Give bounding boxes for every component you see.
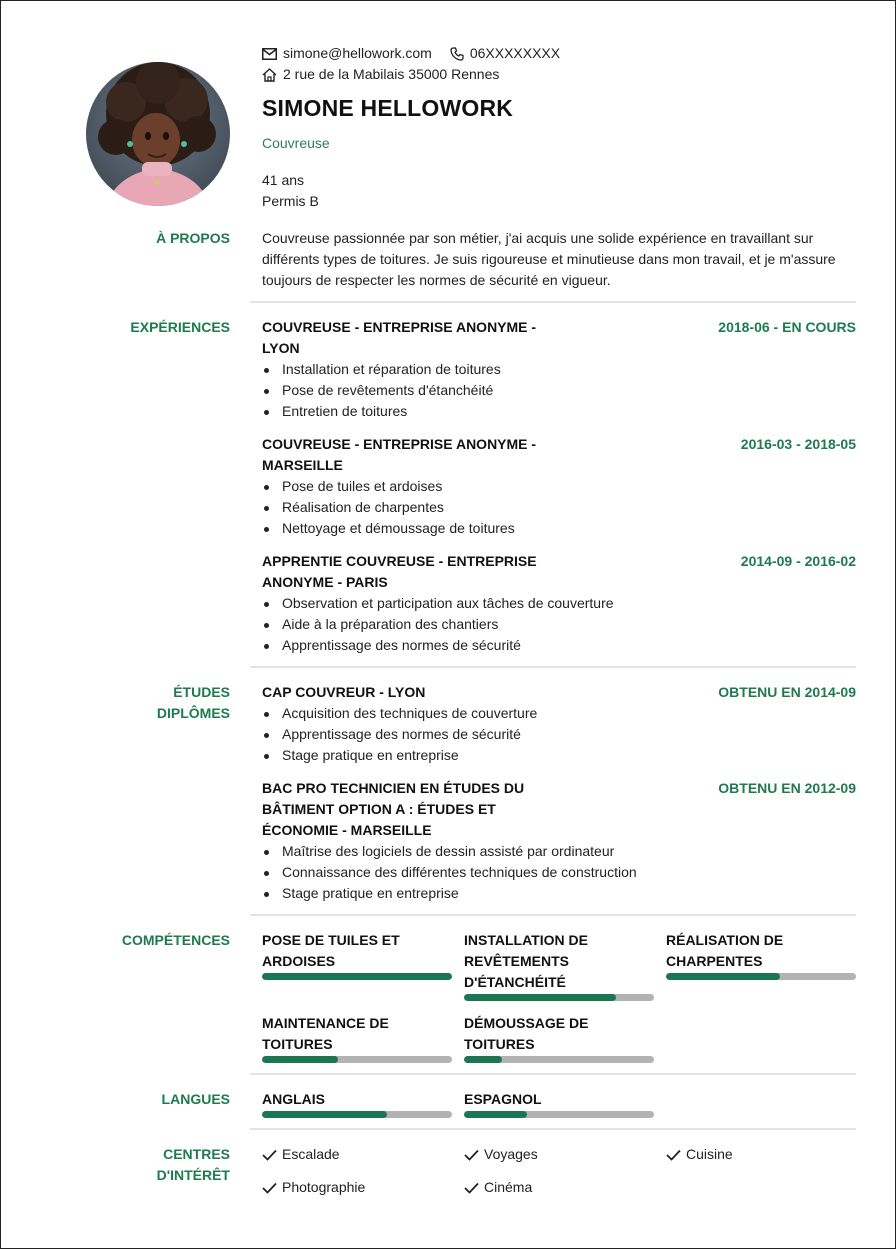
list-item: Maîtrise des logiciels de dessin assisté par ordinateur	[262, 841, 856, 862]
label-line: DIPLÔMES	[156, 705, 230, 721]
list-item: Observation et participation aux tâches de couverture	[262, 593, 856, 614]
check-icon	[262, 1149, 277, 1161]
age: 41 ans	[262, 172, 305, 188]
envelope-icon	[262, 48, 277, 60]
list-item: Pose de revêtements d'étanchéité	[262, 380, 856, 401]
entry-bullets	[262, 841, 856, 904]
list-item: Stage pratique en entreprise	[262, 883, 856, 904]
address-text: 2 rue de la Mabilais 35000 Rennes	[283, 66, 500, 82]
interest-label: Cuisine	[686, 1146, 733, 1162]
home-icon	[262, 68, 277, 82]
divider	[250, 301, 856, 303]
job-title: Couvreuse	[262, 135, 330, 151]
divider	[250, 1073, 856, 1075]
section-label-languages: LANGUES	[161, 1091, 230, 1107]
skill-item	[262, 1013, 452, 1063]
entry-bullets	[262, 476, 856, 539]
language-item	[262, 1089, 452, 1118]
entry-bullets	[262, 593, 856, 656]
list-item: Acquisition des techniques de couverture	[262, 703, 856, 724]
entry-date: OBTENU EN 2014-09	[718, 684, 856, 700]
skill-item	[666, 930, 856, 980]
personal-details	[262, 170, 319, 212]
language-level-fill	[464, 1111, 527, 1118]
interest-label: Voyages	[484, 1146, 538, 1162]
experience-entry	[262, 317, 856, 422]
skill-level-bar	[464, 994, 654, 1001]
entry-date: 2018-06 - EN COURS	[718, 319, 856, 335]
about-text: Couvreuse passionnée par son métier, j'ai acquis une solide expérience en travaillant sur différents types de toitures. Je suis rigoureuse et minutieuse dans mon travail, et je m'assure toujours de respecter les normes de sécurité en vigueur.	[262, 230, 836, 288]
entry-title: COUVREUSE - ENTREPRISE ANONYME - LYON	[262, 319, 537, 356]
divider	[250, 666, 856, 668]
list-item: Entretien de toitures	[262, 401, 856, 422]
skill-level-fill	[464, 1056, 502, 1063]
list-item: Connaissance des différentes techniques de construction	[262, 862, 856, 883]
education-entry	[262, 682, 856, 766]
entry-title: BAC PRO TECHNICIEN EN ÉTUDES DU BÂTIMENT OPTION A : ÉTUDES ET ÉCONOMIE - MARSEILLE	[262, 780, 525, 838]
skill-level-bar	[262, 973, 452, 980]
experience-entry	[262, 434, 856, 539]
candidate-name: SIMONE HELLOWORK	[262, 95, 514, 121]
list-item: Réalisation de charpentes	[262, 497, 856, 518]
list-item: Stage pratique en entreprise	[262, 745, 856, 766]
label-line: CENTRES	[163, 1146, 230, 1162]
interest-item	[464, 1177, 532, 1198]
entry-date: 2014-09 - 2016-02	[740, 553, 856, 569]
skill-name: POSE DE TUILES ET ARDOISES	[262, 932, 400, 969]
check-icon	[464, 1182, 479, 1194]
list-item: Pose de tuiles et ardoises	[262, 476, 856, 497]
list-item: Installation et réparation de toitures	[262, 359, 856, 380]
skill-name: INSTALLATION DE REVÊTEMENTS D'ÉTANCHÉITÉ	[464, 932, 588, 990]
entry-date: OBTENU EN 2012-09	[718, 780, 856, 796]
label-line: D'INTÉRÊT	[156, 1167, 230, 1183]
entry-date: 2016-03 - 2018-05	[740, 436, 856, 452]
interest-item	[464, 1144, 538, 1165]
skill-item	[464, 1013, 654, 1063]
skill-level-fill	[666, 973, 780, 980]
entry-bullets	[262, 359, 856, 422]
interest-item	[666, 1144, 733, 1165]
entry-title: APPRENTIE COUVREUSE - ENTREPRISE ANONYME - PARIS	[262, 553, 537, 590]
interest-label: Cinéma	[484, 1179, 533, 1195]
language-level-bar	[464, 1111, 654, 1118]
address-item	[262, 64, 499, 85]
list-item: Aide à la préparation des chantiers	[262, 614, 856, 635]
list-item: Apprentissage des normes de sécurité	[262, 635, 856, 656]
email-item[interactable]	[262, 43, 432, 64]
profile-photo	[86, 62, 230, 206]
interest-label: Escalade	[282, 1146, 340, 1162]
interest-item	[262, 1144, 340, 1165]
language-name: ANGLAIS	[262, 1091, 325, 1107]
contact-info	[262, 43, 862, 85]
skill-level-bar	[262, 1056, 452, 1063]
email-text: simone@hellowork.com	[283, 45, 432, 61]
phone-icon	[450, 47, 464, 61]
skill-item	[464, 930, 654, 1001]
skill-level-fill	[262, 973, 452, 980]
entry-bullets	[262, 703, 856, 766]
language-item	[464, 1089, 654, 1118]
experience-entry	[262, 551, 856, 656]
entry-title: COUVREUSE - ENTREPRISE ANONYME - MARSEILLE	[262, 436, 537, 473]
label-line: ÉTUDES	[173, 684, 230, 700]
entry-title: CAP COUVREUR - LYON	[262, 684, 426, 700]
language-name: ESPAGNOL	[464, 1091, 542, 1107]
skill-name: MAINTENANCE DE TOITURES	[262, 1015, 389, 1052]
check-icon	[464, 1149, 479, 1161]
check-icon	[262, 1182, 277, 1194]
skill-level-fill	[262, 1056, 338, 1063]
divider	[250, 1128, 856, 1130]
skill-level-bar	[666, 973, 856, 980]
section-label-about: À PROPOS	[156, 230, 230, 246]
section-label-skills: COMPÉTENCES	[121, 932, 230, 948]
skill-level-fill	[464, 994, 616, 1001]
interest-label: Photographie	[282, 1179, 366, 1195]
skill-name: DÉMOUSSAGE DE TOITURES	[464, 1015, 589, 1052]
section-label-education	[1, 682, 230, 724]
section-label-interests	[1, 1144, 230, 1186]
skill-name: RÉALISATION DE CHARPENTES	[666, 932, 784, 969]
language-level-bar	[262, 1111, 452, 1118]
driving-license: Permis B	[262, 193, 319, 209]
language-level-fill	[262, 1111, 387, 1118]
education-entry	[262, 778, 856, 904]
phone-text: 06XXXXXXXX	[469, 45, 561, 61]
phone-item[interactable]	[450, 43, 560, 64]
divider	[250, 914, 856, 916]
list-item: Apprentissage des normes de sécurité	[262, 724, 856, 745]
skill-level-bar	[464, 1056, 654, 1063]
section-label-experience: EXPÉRIENCES	[130, 319, 230, 335]
skill-item	[262, 930, 452, 980]
interest-item	[262, 1177, 365, 1198]
list-item: Nettoyage et démoussage de toitures	[262, 518, 856, 539]
check-icon	[666, 1149, 681, 1161]
